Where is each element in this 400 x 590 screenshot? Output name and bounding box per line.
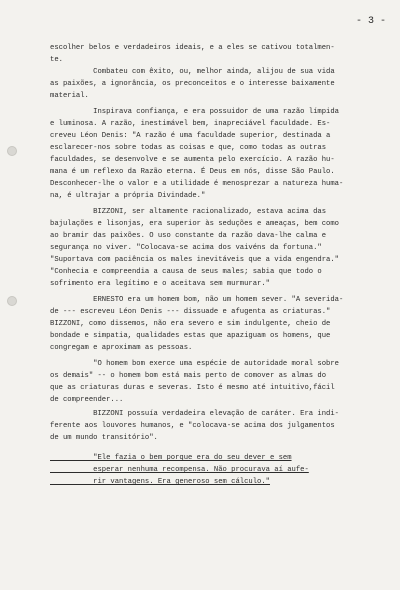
- text-line: congregam e aproximam as pessoas.: [50, 344, 193, 352]
- text-line: BIZZONI, como dissemos, não era severo e sim indulgente, cheio de: [50, 320, 331, 328]
- text-line: "Suportava com paciência os males inevitáveis que a vida engendra.": [50, 256, 339, 264]
- page-number: - 3 -: [356, 16, 387, 27]
- text-line: Combateu com êxito, ou, melhor ainda, alijou de sua vida: [50, 68, 335, 76]
- text-line: bajulações e lisonjas, era superior às seduções e ameaças, bem como: [50, 220, 339, 228]
- text-line: "Conhecia e compreendia a causa de seus males; sabia que todo o: [50, 268, 322, 276]
- punch-hole: [7, 296, 17, 306]
- text-line: faculdades, se desenvolve e se aumenta pelo exercício. A razão hu-: [50, 156, 335, 164]
- text-line: que as criaturas duras e severas. Isto é mesmo até intuitivo,fácil: [50, 384, 335, 392]
- quote-line: rir vantagens. Era generoso sem cálculo.": [50, 478, 270, 486]
- text-line: mana é um reflexo da Razão eterna. É Deus em nós, disse São Paulo.: [50, 168, 335, 176]
- text-line: ERNESTO era um homem bom, não um homem sever. "A severida-: [50, 296, 344, 304]
- text-line: "O homem bom exerce uma espécie de autoridade moral sobre: [50, 360, 339, 368]
- text-line: na, é ultrajar a própria Divindade.": [50, 192, 206, 200]
- text-line: material.: [50, 92, 89, 100]
- text-line: ferente aos louvores humanos, e "colocava-se acima dos julgamentos: [50, 422, 335, 430]
- text-line: as paixões, a ignorância, os preconceitos e o interesse baixamente: [50, 80, 335, 88]
- text-line: de compreender...: [50, 396, 124, 404]
- text-line: esclarecer-nos sobre todas as coisas e que, como todas as outras: [50, 144, 327, 152]
- text-line: segurança no viver. "Colocava-se acima dos vaivéns da fortuna.": [50, 244, 322, 252]
- quote-line: "Ele fazia o bem porque era do seu dever e sem: [50, 454, 292, 462]
- text-line: os demais" -- o homem bom está mais perto de comover as almas do: [50, 372, 327, 380]
- quote-line: esperar nenhuma recompensa. Não procurava aí aufe-: [50, 466, 309, 474]
- text-line: e luminosa. A razão, inestimável bem, inapreciável faculdade. Es-: [50, 120, 331, 128]
- text-line: te.: [50, 56, 63, 64]
- text-line: Inspirava confiança, e era possuidor de uma razão límpida: [50, 108, 339, 116]
- text-line: BIZZONI possuía verdadeira elevação de caráter. Era indi-: [50, 410, 339, 418]
- text-line: de --- escreveu Léon Denis --- dissuade e afugenta as criaturas.": [50, 308, 331, 316]
- punch-hole: [7, 146, 17, 156]
- text-line: escolher belos e verdadeiros ideais, e a eles se cativou totalmen-: [50, 44, 335, 52]
- text-line: de um mundo transitório".: [50, 434, 158, 442]
- text-line: BIZZONI, ser altamente racionalizado, estava acima das: [50, 208, 327, 216]
- text-line: Desconhecer-lhe o valor e a utilidade é menosprezar a natureza huma-: [50, 180, 344, 188]
- text-line: ao bramir das paixões. O uso constante da razão dava-lhe calma e: [50, 232, 327, 240]
- text-line: bondade e simpatia, qualidades estas que apaziguam os homens, que: [50, 332, 331, 340]
- text-line: creveu Léon Denis: "A razão é uma faculdade superior, destinada a: [50, 132, 331, 140]
- text-line: sofrimento era legítimo e o aceitava sem murmurar.": [50, 280, 270, 288]
